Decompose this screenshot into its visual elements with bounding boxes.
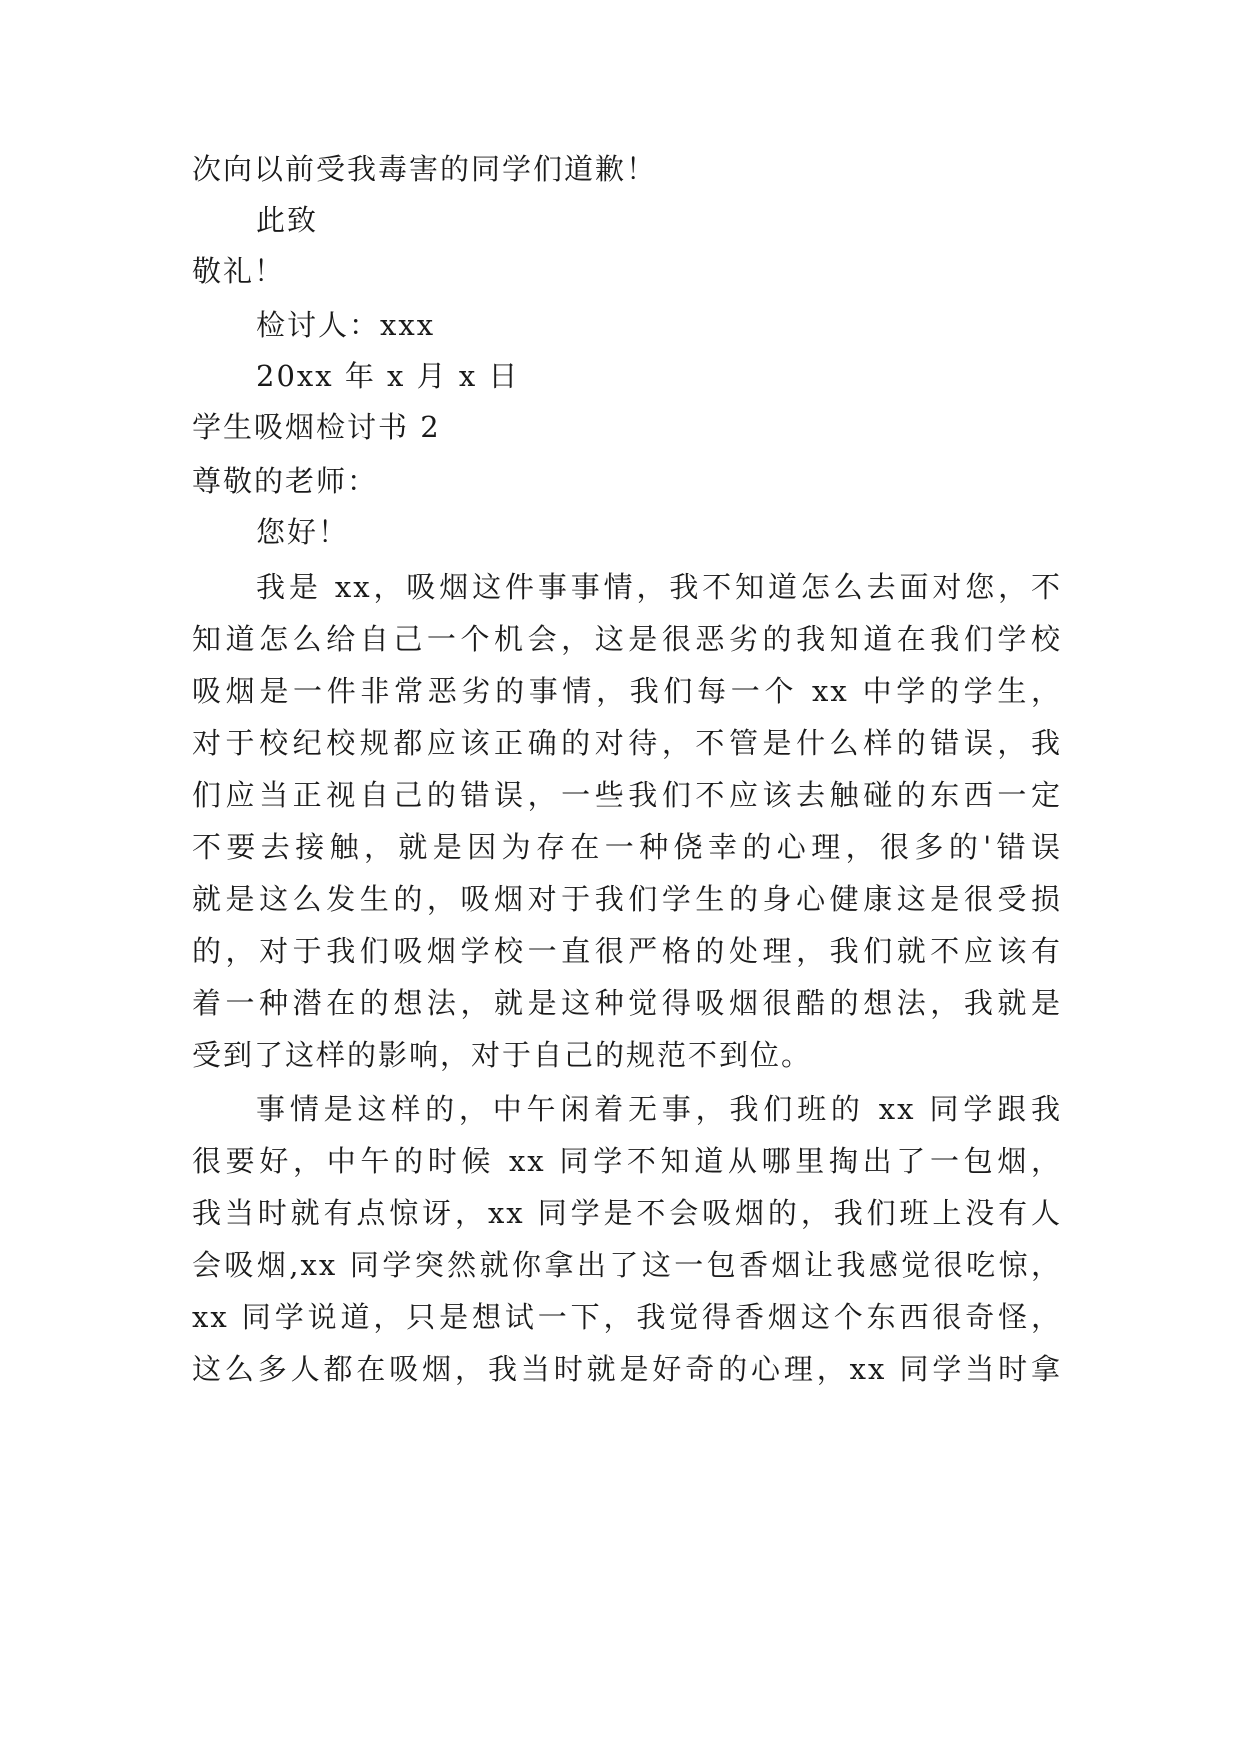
paragraph-line: 很要好，中午的时候 xx 同学不知道从哪里掏出了一包烟， bbox=[192, 1144, 1062, 1178]
text-line: 此致 bbox=[256, 203, 319, 237]
text-line: 敬礼！ bbox=[192, 254, 286, 288]
paragraph-line: 事情是这样的，中午闲着无事，我们班的 xx 同学跟我 bbox=[256, 1092, 1062, 1126]
paragraph-line: 这么多人都在吸烟，我当时就是好奇的心理，xx 同学当时拿 bbox=[192, 1352, 1062, 1386]
paragraph-line: 不要去接触，就是因为存在一种侥幸的心理，很多的'错误 bbox=[192, 830, 1062, 864]
paragraph-line: 我当时就有点惊讶，xx 同学是不会吸烟的，我们班上没有人 bbox=[192, 1196, 1062, 1230]
paragraph-line: 会吸烟,xx 同学突然就你拿出了这一包香烟让我感觉很吃惊， bbox=[192, 1248, 1062, 1282]
paragraph-line: 对于校纪校规都应该正确的对待，不管是什么样的错误，我 bbox=[192, 726, 1062, 760]
paragraph-line: 受到了这样的影响，对于自己的规范不到位。 bbox=[192, 1038, 813, 1072]
paragraph-line: xx 同学说道，只是想试一下，我觉得香烟这个东西很奇怪， bbox=[192, 1300, 1062, 1334]
text-line: 次向以前受我毒害的同学们道歉！ bbox=[192, 152, 658, 186]
date-line: 20xx 年 x 月 x 日 bbox=[256, 359, 520, 393]
paragraph-line: 就是这么发生的，吸烟对于我们学生的身心健康这是很受损 bbox=[192, 882, 1062, 916]
salutation: 尊敬的老师： bbox=[192, 464, 379, 498]
paragraph-line: 吸烟是一件非常恶劣的事情，我们每一个 xx 中学的学生， bbox=[192, 674, 1062, 708]
section-title: 学生吸烟检讨书 2 bbox=[192, 410, 441, 444]
paragraph-line: 我是 xx，吸烟这件事事情，我不知道怎么去面对您，不 bbox=[256, 570, 1062, 604]
signature-line: 检讨人：xxx bbox=[256, 308, 436, 342]
paragraph-line: 们应当正视自己的错误，一些我们不应该去触碰的东西一定 bbox=[192, 778, 1062, 812]
paragraph-line: 着一种潜在的想法，就是这种觉得吸烟很酷的想法，我就是 bbox=[192, 986, 1062, 1020]
greeting: 您好！ bbox=[256, 515, 350, 549]
paragraph-line: 的，对于我们吸烟学校一直很严格的处理，我们就不应该有 bbox=[192, 934, 1062, 968]
paragraph-line: 知道怎么给自己一个机会，这是很恶劣的我知道在我们学校 bbox=[192, 622, 1062, 656]
